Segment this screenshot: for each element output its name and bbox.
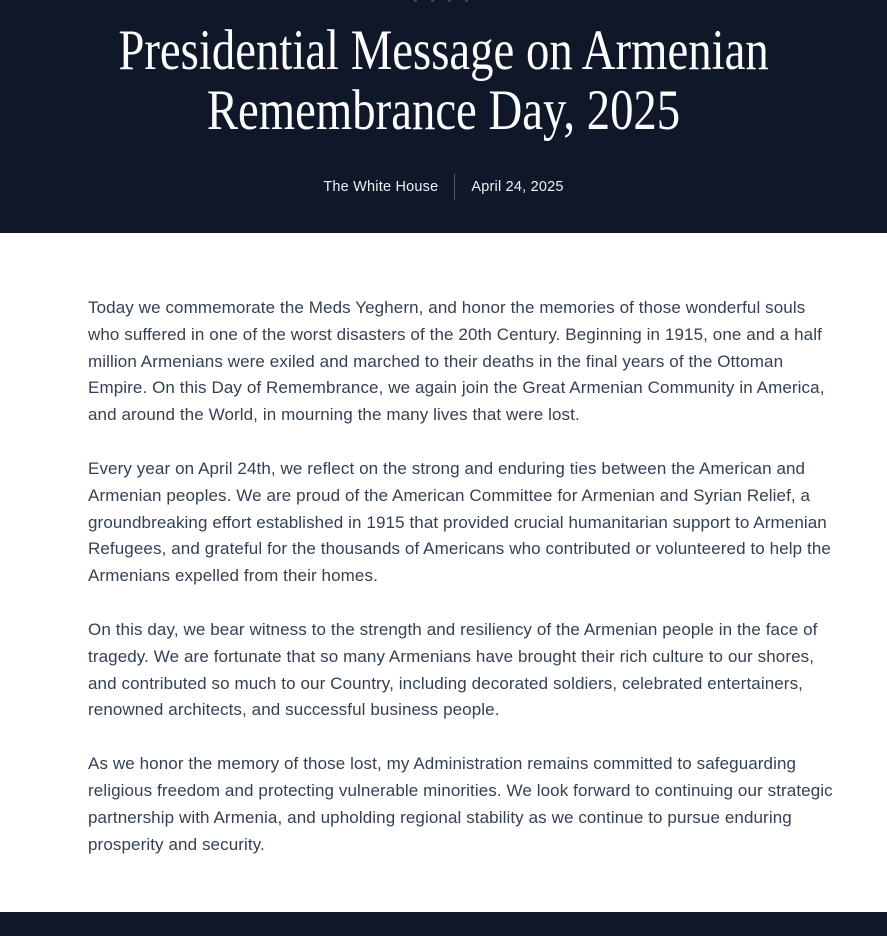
article-paragraph-4: As we honor the memory of those lost, my Administration remains committed to safeguarding religious freedom and protecting vulnerable minorities. We look forward to continuing our strategic partnership with Armenia, and upholding regional stability as we continue to pursue enduring prosperity and security. [88,754,833,854]
article-body [0,233,887,912]
article-header [0,0,887,233]
page-title [0,21,887,141]
decoration-dot [431,0,434,2]
article-paragraph-1: Today we commemorate the Meds Yeghern, and honor the memories of those wonderful souls who suffered in one of the worst disasters of the 20th Century. Beginning in 1915, one and a half million Armenians were exiled and marched to their deaths in the final years of the Ottoman Empire. On this Day of Remembrance, we again join the Great Armenian Community in America, and around the World, in mourning the many lives that were lost. [88,298,825,425]
article-paragraph-3: On this day, we bear witness to the strength and resiliency of the Armenian people in the face of tragedy. We are fortunate that so many Armenians have brought their rich culture to our shores, and contributed so much to our Country, including decorated soldiers, celebrated entertainers, renowned architects, and successful business people. [88,619,818,720]
decoration-dot [448,0,451,2]
page-title-line-2: Remembrance Day, 2025 [206,79,681,142]
page-title-line-1: Presidential Message on Armenian [118,19,769,82]
meta-divider [454,174,455,200]
article-meta [0,174,887,200]
decoration-dot [414,0,417,2]
page-title-text [118,21,768,141]
site-footer [0,912,887,936]
decoration-dot [465,0,468,2]
meta-date-label: April 24, 2025 [471,179,564,195]
article-paragraph-2: Every year on April 24th, we reflect on the strong and enduring ties between the American and Armenian peoples. We are proud of the American Committee for Armenian and Syrian Relief, a groundbreaking effort established in 1915 that provided crucial humanitarian support to Armenian Refugees, and grateful for the thousands of Americans who contributed or volunteered to help the Armenians expelled from their homes. [88,458,831,586]
header-decoration-dots [0,0,887,3]
meta-source-label: The White House [323,179,439,195]
